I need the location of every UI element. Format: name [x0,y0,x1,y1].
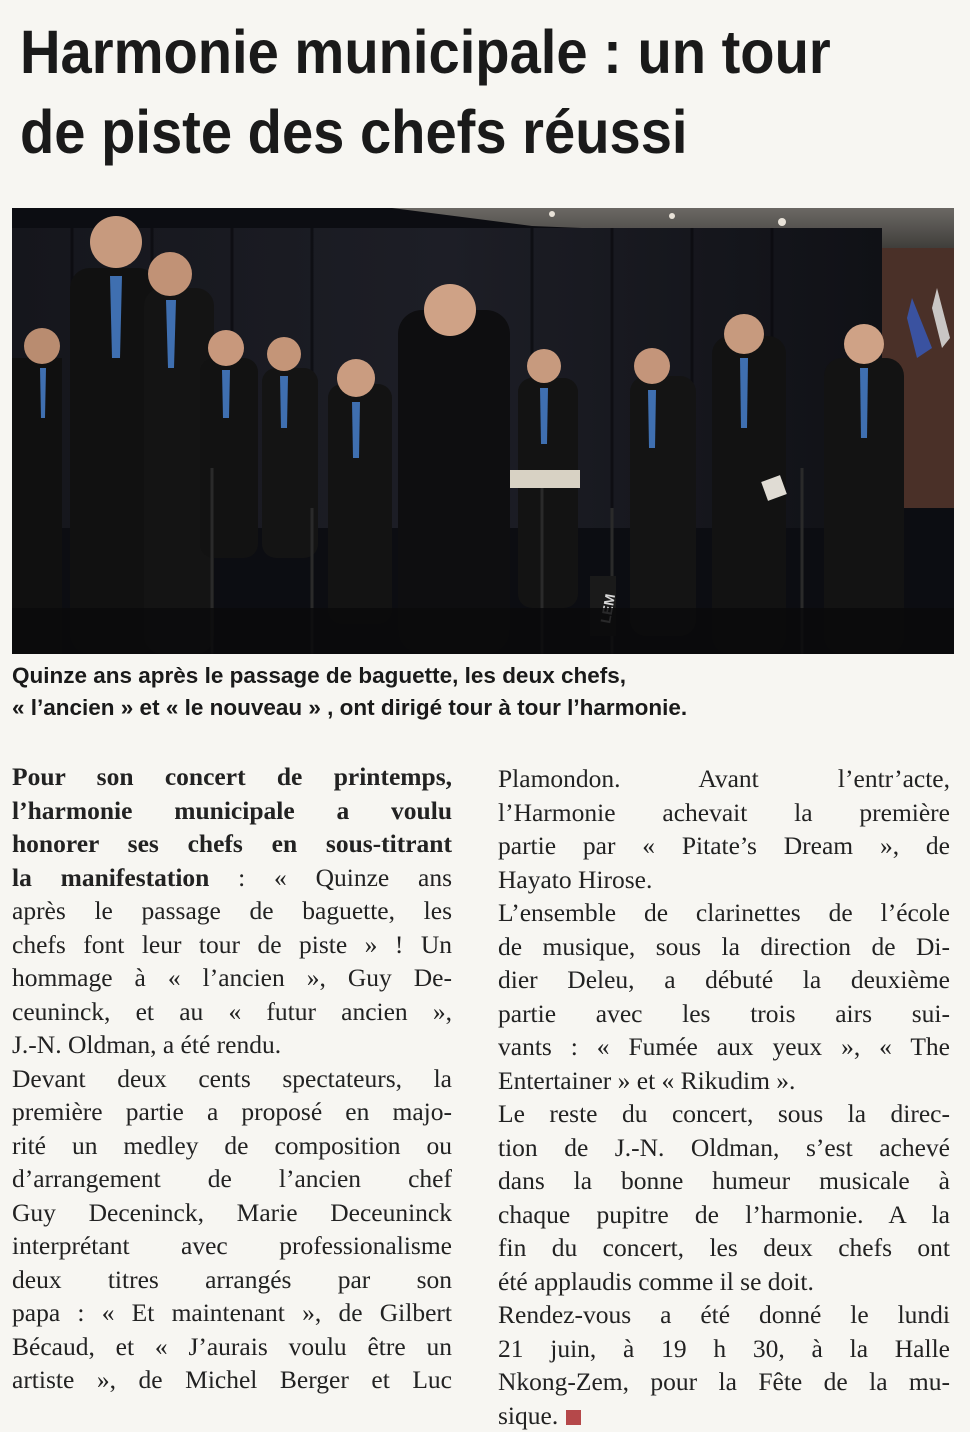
body-line: tion de J.-N. Oldman, s’est achevé [498,1131,950,1165]
score-sheet [510,470,580,488]
body-line: chefs font leur tour de piste » ! Un [12,928,452,962]
body-line: papa : « Et maintenant », de Gilbert [12,1296,452,1330]
caption-line-2: « l’ancien » et « le nouveau » , ont dirigé tour à tour l’harmonie. [12,692,957,724]
body-line: 21 juin, à 19 h 30, à la Halle [498,1332,950,1366]
concert-photo-illustration [12,208,954,654]
body-line: Rendez-vous a été donné le lundi [498,1298,950,1332]
body-line: rité un medley de composition ou [12,1129,452,1163]
lead-line: Pour son concert de printemps, [12,760,452,794]
headline-line-2: de piste des chefs réussi [20,92,885,172]
body-line: ceuninck, et au « futur ancien », [12,995,452,1029]
lead-line-mixed [12,861,452,895]
body-line: d’arrangement de l’ancien chef [12,1162,452,1196]
body-line: J.-N. Oldman, a été rendu. [12,1028,452,1062]
body-line: après le passage de baguette, les [12,894,452,928]
end-of-article-square-icon [566,1410,581,1425]
lead-line: honorer ses chefs en sous-titrant [12,827,452,861]
stage-floor [12,608,954,654]
photo-caption [12,660,957,724]
body-line: Devant deux cents spectateurs, la [12,1062,452,1096]
body-line: dans la bonne humeur musicale à [498,1164,950,1198]
body-line: l’Harmonie achevait la première [498,796,950,830]
lead-rest: : « Quinze ans [209,863,452,892]
body-line: Nkong-Zem, pour la Fête de la mu- [498,1365,950,1399]
final-word: sique. [498,1401,558,1430]
lead-bold-end: la manifestation [12,863,209,892]
body-line: vants : « Fumée aux yeux », « The [498,1030,950,1064]
body-line: de musique, sous la direction de Di- [498,930,950,964]
body-line: artiste », de Michel Berger et Luc [12,1363,452,1397]
body-line: Plamondon. Avant l’entr’acte, [498,762,950,796]
lead-line: l’harmonie municipale a voulu [12,794,452,828]
body-line: première partie a proposé en majo- [12,1095,452,1129]
concert-photo [12,208,954,654]
body-line: interprétant avec professionalisme [12,1229,452,1263]
body-line: Bécaud, et « J’aurais voulu être un [12,1330,452,1364]
body-line: Guy Deceninck, Marie Deceuninck [12,1196,452,1230]
article-column-left [12,760,452,1397]
caption-line-1: Quinze ans après le passage de baguette, les deux chefs, [12,660,957,692]
body-line: Le reste du concert, sous la direc- [498,1097,950,1131]
body-line: été applaudis comme il se doit. [498,1265,950,1299]
headline [20,12,885,172]
body-line-final [498,1399,950,1432]
body-line: hommage à « l’ancien », Guy De- [12,961,452,995]
body-line: dier Deleu, a débuté la deuxième [498,963,950,997]
body-line: L’ensemble de clarinettes de l’école [498,896,950,930]
body-line: chaque pupitre de l’harmonie. A la [498,1198,950,1232]
body-line: partie par « Pitate’s Dream », de [498,829,950,863]
body-line: fin du concert, les deux chefs ont [498,1231,950,1265]
body-line: partie avec les trois airs sui- [498,997,950,1031]
article-column-right [498,762,950,1432]
body-line: Hayato Hirose. [498,863,950,897]
body-line: deux titres arrangés par son [12,1263,452,1297]
headline-line-1: Harmonie municipale : un tour [20,12,885,92]
body-line: Entertainer » et « Rikudim ». [498,1064,950,1098]
